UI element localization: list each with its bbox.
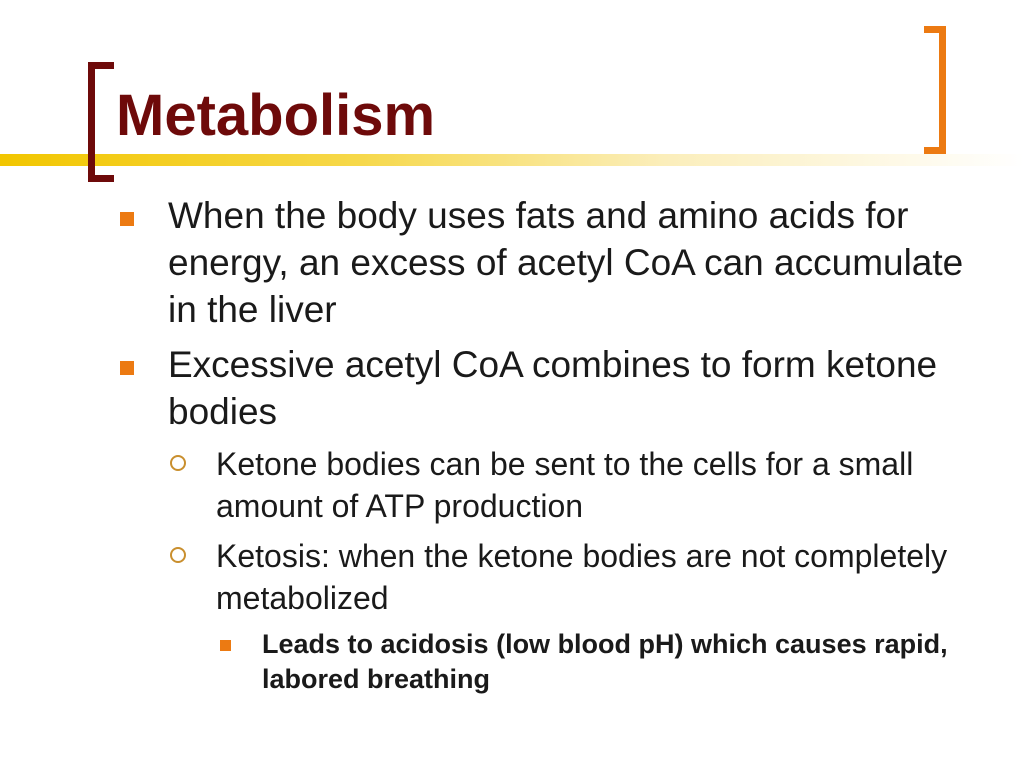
hollow-circle-bullet-icon [170, 547, 186, 563]
orange-square-bullet-icon [120, 212, 134, 226]
sub-bullet-item [118, 443, 978, 527]
bullet-text: Excessive acetyl CoA combines to form ketone bodies [168, 344, 938, 432]
hollow-circle-bullet-icon [170, 455, 186, 471]
sub-sub-bullet-text: Leads to acidosis (low blood pH) which causes rapid, labored breathing [262, 629, 948, 694]
title-underline-rule [0, 154, 1024, 166]
sub-bullet-item [118, 535, 978, 619]
orange-square-bullet-icon [120, 361, 134, 375]
small-orange-square-bullet-icon [220, 640, 231, 651]
right-bracket-decoration [924, 26, 946, 154]
sub-sub-bullet-item [118, 627, 978, 697]
slide-title: Metabolism [116, 83, 436, 148]
sub-bullet-text: Ketosis: when the ketone bodies are not completely metabolized [216, 538, 948, 616]
sub-bullet-text: Ketone bodies can be sent to the cells for a small amount of ATP production [216, 446, 914, 524]
bullet-list [118, 192, 978, 697]
left-bracket-decoration [88, 62, 114, 182]
bullet-text: When the body uses fats and amino acids for energy, an excess of acetyl CoA can accumulate in the liver [168, 195, 964, 330]
bullet-item [118, 192, 978, 333]
bullet-item [118, 341, 978, 435]
